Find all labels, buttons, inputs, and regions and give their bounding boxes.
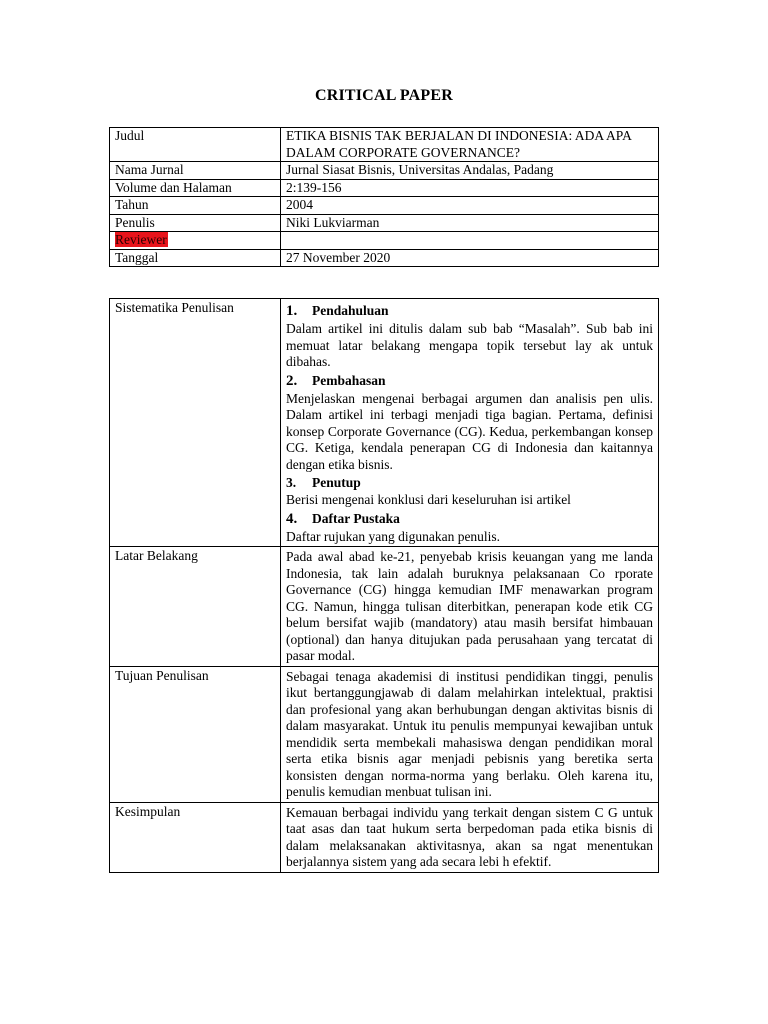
- tahun-label: Tahun: [110, 197, 281, 215]
- section-number: 4.: [286, 510, 298, 527]
- section-number: 1.: [286, 303, 298, 319]
- section-text: Menjelaskan mengenai berbagai argumen dan analisis pen ulis. Dalam artikel ini terbagi menjadi tiga bagian. Pertama, definisi konsep Corporate Governance (CG). Kedua, perkembangan konsep CG. Ketiga, kendala penerapan CG di Indonesia dan kaitannya dengan etika bisnis.: [286, 390, 653, 472]
- tanggal-label: Tanggal: [110, 249, 281, 267]
- judul-value: ETIKA BISNIS TAK BERJALAN DI INDONESIA: ADA APA DALAM CORPORATE GOVERNANCE?: [281, 128, 659, 162]
- reviewer-value: [281, 232, 659, 250]
- penulis-value: Niki Lukviarman: [281, 214, 659, 232]
- table-row: [110, 666, 659, 802]
- tahun-value: 2004: [281, 197, 659, 215]
- section-title: Penutup: [312, 475, 361, 490]
- section-heading: [286, 509, 653, 529]
- section-title: Daftar Pustaka: [312, 510, 400, 526]
- judul-label: Judul: [110, 128, 281, 162]
- nama-jurnal-label: Nama Jurnal: [110, 162, 281, 180]
- nama-jurnal-value: Jurnal Siasat Bisnis, Universitas Andalas, Padang: [281, 162, 659, 180]
- tanggal-value: 27 November 2020: [281, 249, 659, 267]
- reviewer-label-cell: [110, 232, 281, 250]
- section-title: Pendahuluan: [312, 303, 389, 318]
- table-row: [110, 128, 659, 162]
- kesimpulan-text: Kemauan berbagai individu yang terkait dengan sistem C G untuk taat asas dan taat hukum serta berpedoman pada etika bisnis di dalam melaksanakan aktivitasnya, akan sa ngat menentukan berjalannya sistem yang ada secara lebi h efektif.: [281, 802, 659, 872]
- reviewer-label: Reviewer: [115, 232, 167, 247]
- section-text: Daftar rujukan yang digunakan penulis.: [286, 528, 501, 544]
- table-row: [110, 232, 659, 250]
- section-number: 2.: [286, 372, 298, 389]
- sistematika-label: Sistematika Penulisan: [110, 299, 281, 547]
- section-number: 3.: [286, 475, 297, 490]
- table-row: [110, 197, 659, 215]
- volume-value: 2:139-156: [281, 179, 659, 197]
- section-heading: [286, 301, 653, 321]
- table-row: [110, 299, 659, 547]
- section-title: Pembahasan: [312, 372, 386, 388]
- table-row: [110, 802, 659, 872]
- section-heading: [286, 371, 653, 391]
- latar-belakang-text: Pada awal abad ke-21, penyebab krisis keuangan yang me landa Indonesia, tak lain adalah buruknya pelaksanaan Co rporate Governance (CG) hingga kemudian IMF menawarkan program CG. Namun, hingga tulisan diterbitkan, penerapan kode etik CG belum bersifat wajib (mandatory) atau masih bersifat himbauan (optional) dan hanya ditujukan pada perusahaan yang tercatat di pasar modal.: [281, 547, 659, 667]
- tujuan-penulisan-label: Tujuan Penulisan: [110, 666, 281, 802]
- table-row: [110, 249, 659, 267]
- kesimpulan-label: Kesimpulan: [110, 802, 281, 872]
- table-row: [110, 214, 659, 232]
- metadata-table: [109, 127, 659, 267]
- table-row: [110, 162, 659, 180]
- section-heading: [286, 473, 653, 492]
- penulis-label: Penulis: [110, 214, 281, 232]
- tujuan-penulisan-text: Sebagai tenaga akademisi di institusi pendidikan tinggi, penulis ikut bertanggungjawab di dalam melahirkan intelektual, praktisi dan profesional yang akan berhubungan dengan aktivitas bisnis di dalam masyarakat. Untuk itu penulis mempunyai kewajiban untuk mendidik serta membekali mahasiswa dengan pendidikan moral serta etika bisnis agar menjadi pebisnis yang beretika serta konsisten dengan norma-norma yang berlaku. Oleh karena itu, penulis kemudian menbuat tulisan ini.: [281, 666, 659, 802]
- table-row: [110, 179, 659, 197]
- section-text: Dalam artikel ini ditulis dalam sub bab “Masalah”. Sub bab ini memuat latar belakang mengapa topik tersebut lay ak untuk dibahas.: [286, 321, 653, 369]
- section-text: Berisi mengenai konklusi dari keseluruhan isi artikel: [286, 492, 571, 507]
- volume-label: Volume dan Halaman: [110, 179, 281, 197]
- page-title: CRITICAL PAPER: [314, 87, 454, 104]
- review-table: [109, 298, 659, 873]
- table-row: [110, 547, 659, 667]
- latar-belakang-label: Latar Belakang: [110, 547, 281, 667]
- sistematika-body: [281, 299, 659, 547]
